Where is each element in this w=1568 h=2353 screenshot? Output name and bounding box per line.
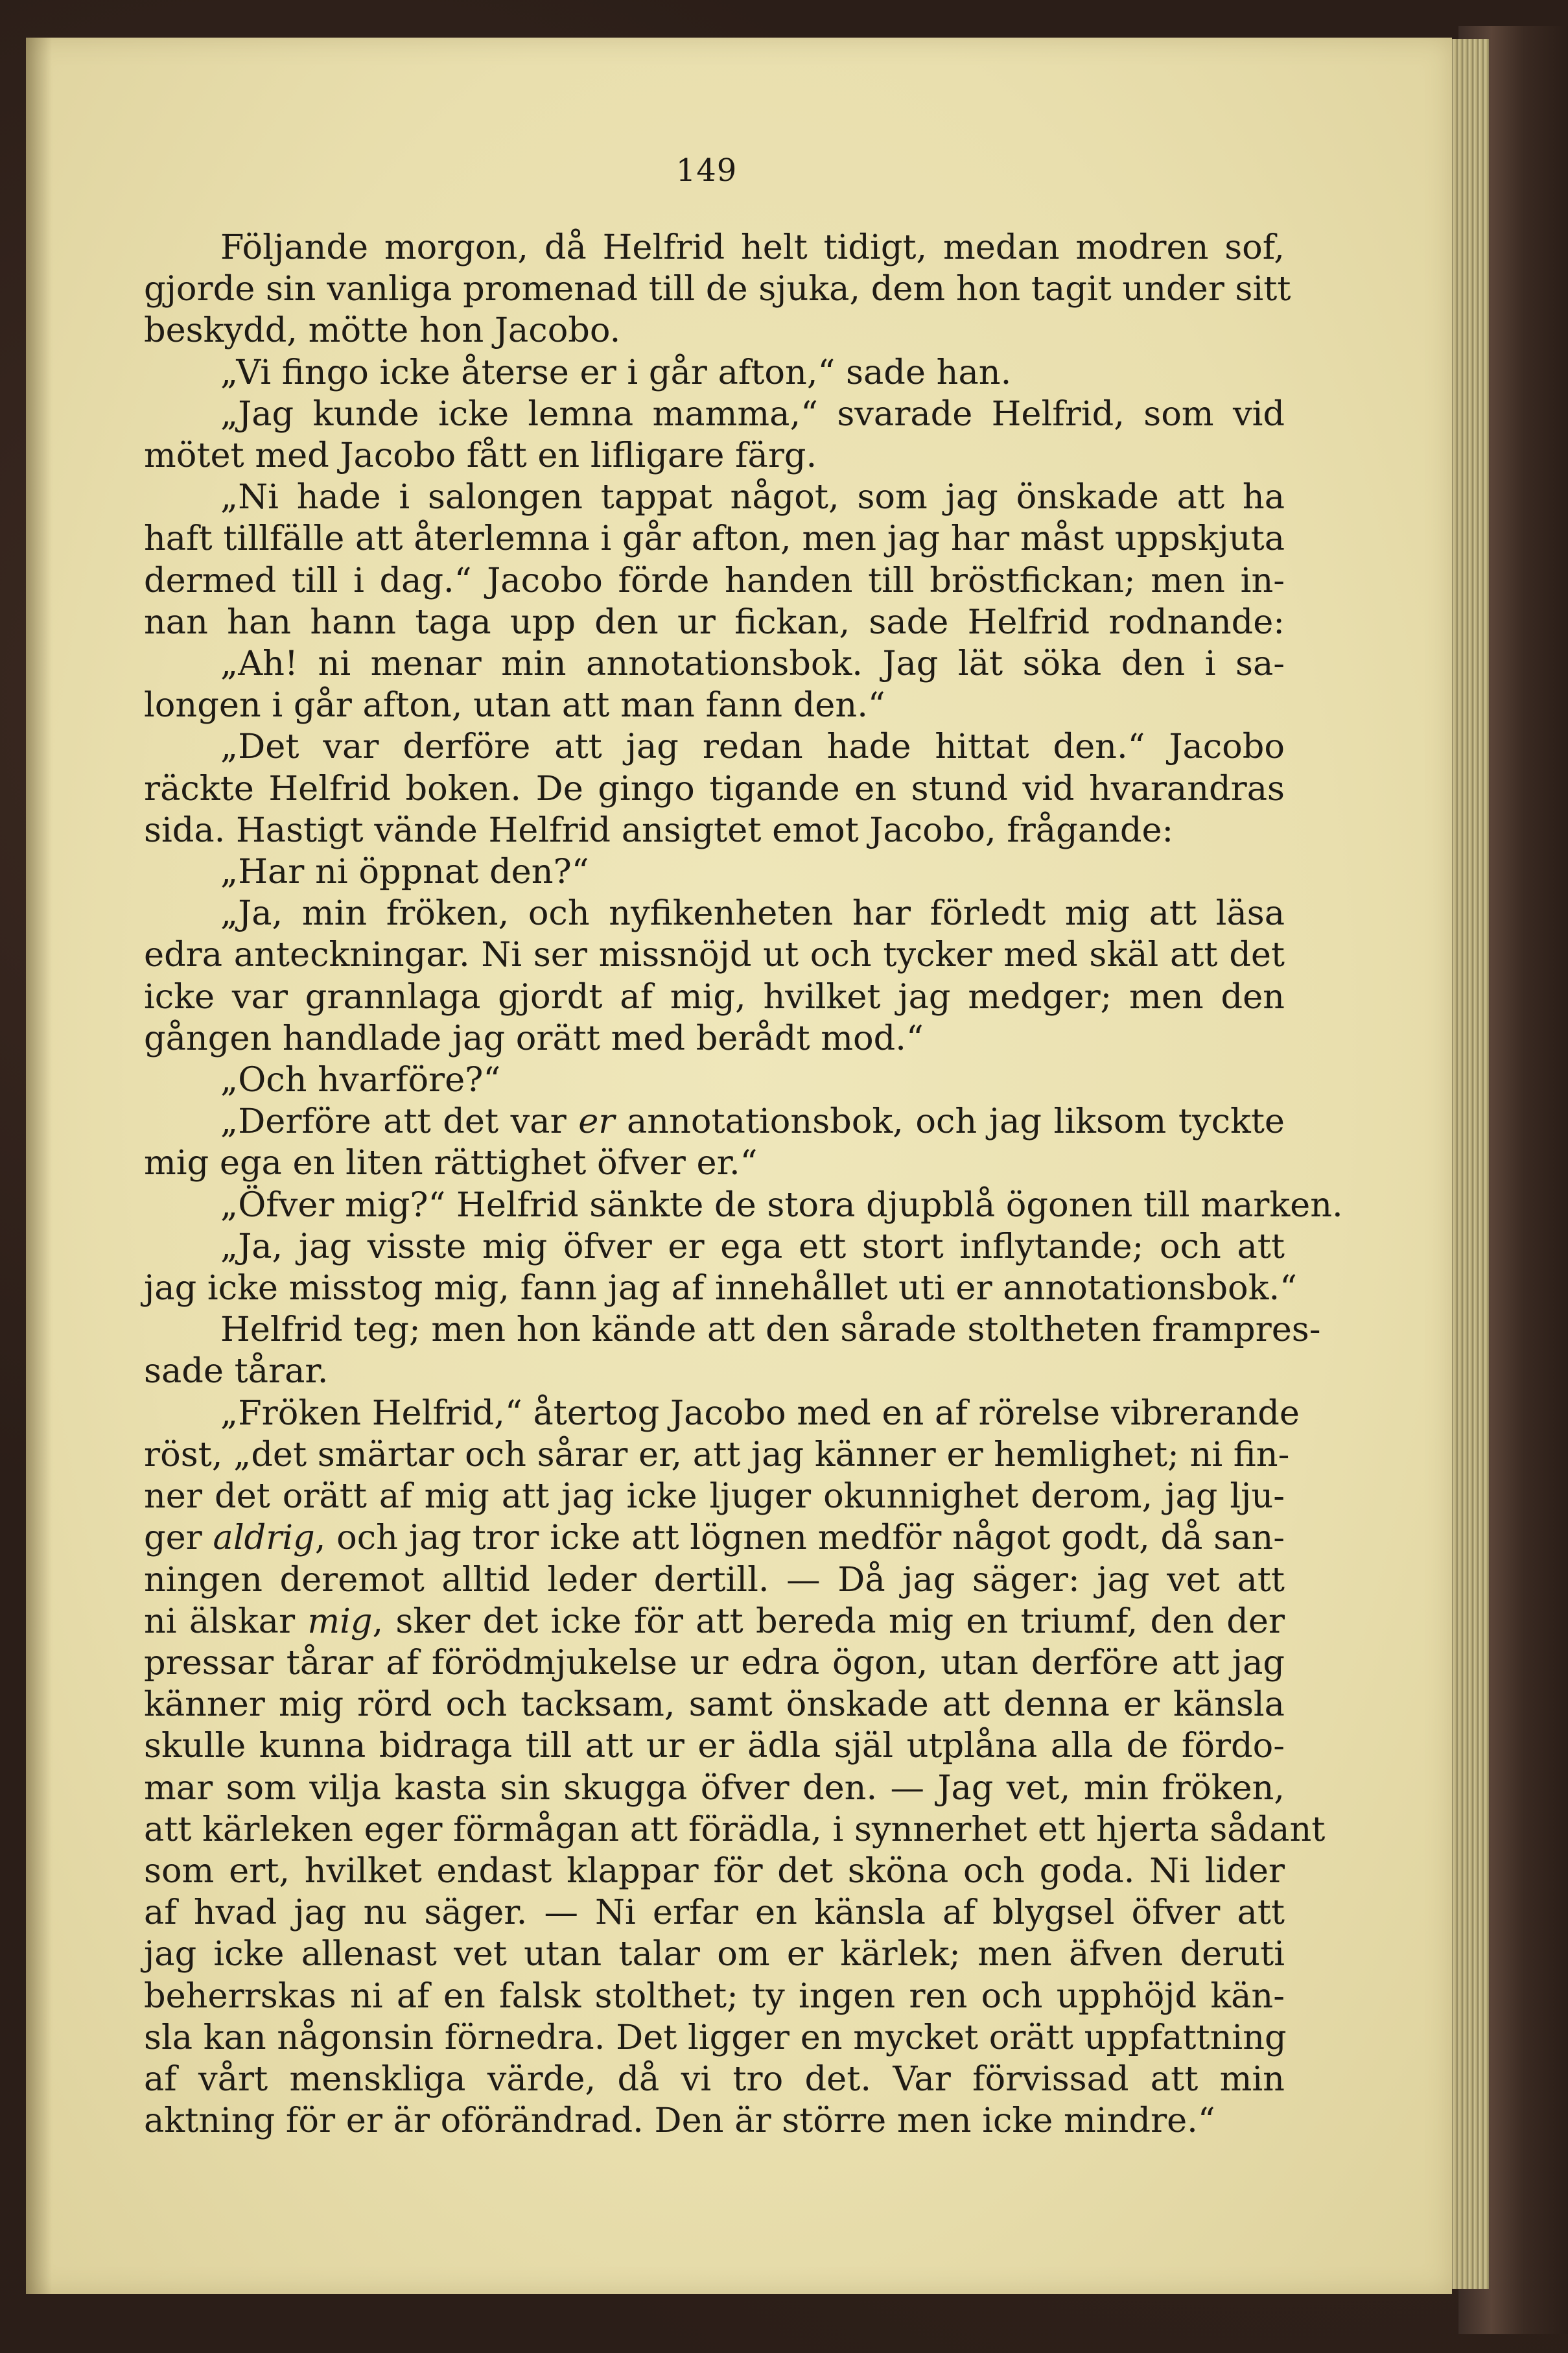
- text-segment: „Derföre att det var: [220, 1102, 579, 1142]
- text-line: ner det orätt af mig att jag icke ljuger okunnighet derom, jag lju-: [144, 1476, 1285, 1517]
- text-line: icke var grannlaga gjordt af mig, hvilket jag medger; men den: [144, 976, 1285, 1017]
- text-line: dermed till i dag.“ Jacobo förde handen till bröstfickan; men in-: [144, 560, 1285, 600]
- text-line: att kärleken eger förmågan att förädla, i synnerhet ett hjerta sådant: [144, 1809, 1326, 1849]
- text-line: jag icke allenast vet utan talar om er kärlek; men äfven deruti: [144, 1934, 1285, 1974]
- text-line: „Vi fingo icke återse er i går afton,“ sade han.: [220, 352, 1012, 392]
- text-line: gjorde sin vanliga promenad till de sjuka, dem hon tagit under sitt: [144, 269, 1291, 309]
- text-line: känner mig rörd och tacksam, samt önskade att denna er känsla: [144, 1685, 1285, 1725]
- text-line: som ert, hvilket endast klappar för det sköna och goda. Ni lider: [144, 1850, 1285, 1891]
- text-line: mar som vilja kasta sin skugga öfver den. — Jag vet, min fröken,: [144, 1768, 1285, 1808]
- text-line: „Ja, jag visste mig öfver er ega ett stort inflytande; och att: [220, 1226, 1285, 1266]
- text-line: räckte Helfrid boken. De gingo tigande en stund vid hvarandras: [144, 768, 1285, 809]
- text-line: nan han hann taga upp den ur fickan, sade Helfrid rodnande:: [144, 602, 1285, 642]
- text-line: „Och hvarföre?“: [220, 1060, 501, 1100]
- text-line: mig ega en liten rättighet öfver er.“: [144, 1143, 758, 1183]
- text-line: „Öfver mig?“ Helfrid sänkte de stora djupblå ögonen till marken.: [220, 1185, 1343, 1225]
- text-line: [144, 1601, 1285, 1642]
- text-line: Följande morgon, då Helfrid helt tidigt, medan modren sof,: [220, 228, 1285, 267]
- emphasized-word: aldrig: [213, 1518, 315, 1558]
- text-line: „Ni hade i salongen tappat något, som jag önskade att ha: [220, 477, 1285, 517]
- text-line: skulle kunna bidraga till att ur er ädla själ utplåna alla de fördo-: [144, 1726, 1285, 1766]
- page-gutter-shadow: [26, 38, 52, 2294]
- text-line: „Har ni öppnat den?“: [220, 852, 589, 892]
- text-line: Helfrid teg; men hon kände att den sårade stoltheten frampres-: [220, 1310, 1321, 1350]
- text-line: mötet med Jacobo fått en lifligare färg.: [144, 436, 817, 476]
- text-line: [144, 1517, 1285, 1559]
- text-line: sida. Hastigt vände Helfrid ansigtet emot Jacobo, frågande:: [144, 810, 1174, 850]
- text-line: haft tillfälle att återlemna i går afton, men jag har måst uppskjuta: [144, 519, 1285, 559]
- text-line: „Fröken Helfrid,“ återtog Jacobo med en af rörelse vibrerande: [220, 1393, 1300, 1433]
- text-segment: , och jag tror icke att lögnen medför något godt, då san-: [314, 1518, 1285, 1558]
- text-line: „Det var derföre att jag redan hade hittat den.“ Jacobo: [220, 727, 1285, 767]
- text-line: af hvad jag nu säger. — Ni erfar en känsla af blygsel öfver att: [144, 1893, 1285, 1933]
- text-line: ningen deremot alltid leder dertill. — Då jag säger: jag vet att: [144, 1559, 1285, 1600]
- text-line: beherrskas ni af en falsk stolthet; ty ingen ren och upphöjd kän-: [144, 1976, 1285, 2016]
- emphasized-word: mig: [307, 1601, 373, 1641]
- text-line: pressar tårar af förödmjukelse ur edra ögon, utan derföre att jag: [144, 1642, 1285, 1683]
- text-line: af vårt menskliga värde, då vi tro det. Var förvissad att min: [144, 2059, 1285, 2099]
- text-line: aktning för er är oförändrad. Den är större men icke mindre.“: [144, 2101, 1215, 2141]
- text-line: sla kan någonsin förnedra. Det ligger en mycket orätt uppfattning: [144, 2017, 1287, 2057]
- text-line: edra anteckningar. Ni ser missnöjd ut och tycker med skäl att det: [144, 935, 1285, 975]
- text-line: longen i går afton, utan att man fann den.“: [144, 685, 885, 726]
- text-segment: , sker det icke för att bereda mig en triumf, den der: [372, 1601, 1285, 1641]
- text-line: gången handlade jag orätt med berådt mod.“: [144, 1018, 924, 1058]
- text-line: beskydd, mötte hon Jacobo.: [144, 311, 621, 351]
- text-line: [144, 1101, 1285, 1142]
- text-line: „Jag kunde icke lemna mamma,“ svarade Helfrid, som vid: [220, 394, 1285, 434]
- text-segment: ni älskar: [144, 1601, 308, 1641]
- text-line: sade tårar.: [144, 1351, 329, 1391]
- text-line: „Ja, min fröken, och nyfikenheten har förledt mig att läsa: [220, 893, 1285, 934]
- text-line: röst, „det smärtar och sårar er, att jag känner er hemlighet; ni fin-: [144, 1434, 1290, 1474]
- text-segment: ger: [144, 1518, 213, 1558]
- text-segment: annotationsbok, och jag liksom tyckte: [614, 1102, 1285, 1142]
- emphasized-word: er: [578, 1102, 615, 1142]
- text-line: „Ah! ni menar min annotationsbok. Jag lät söka den i sa-: [220, 644, 1285, 684]
- page-number: 149: [675, 152, 738, 189]
- body-text: [144, 227, 1343, 2142]
- text-line: jag icke misstog mig, fann jag af innehållet uti er annotationsbok.“: [144, 1268, 1298, 1308]
